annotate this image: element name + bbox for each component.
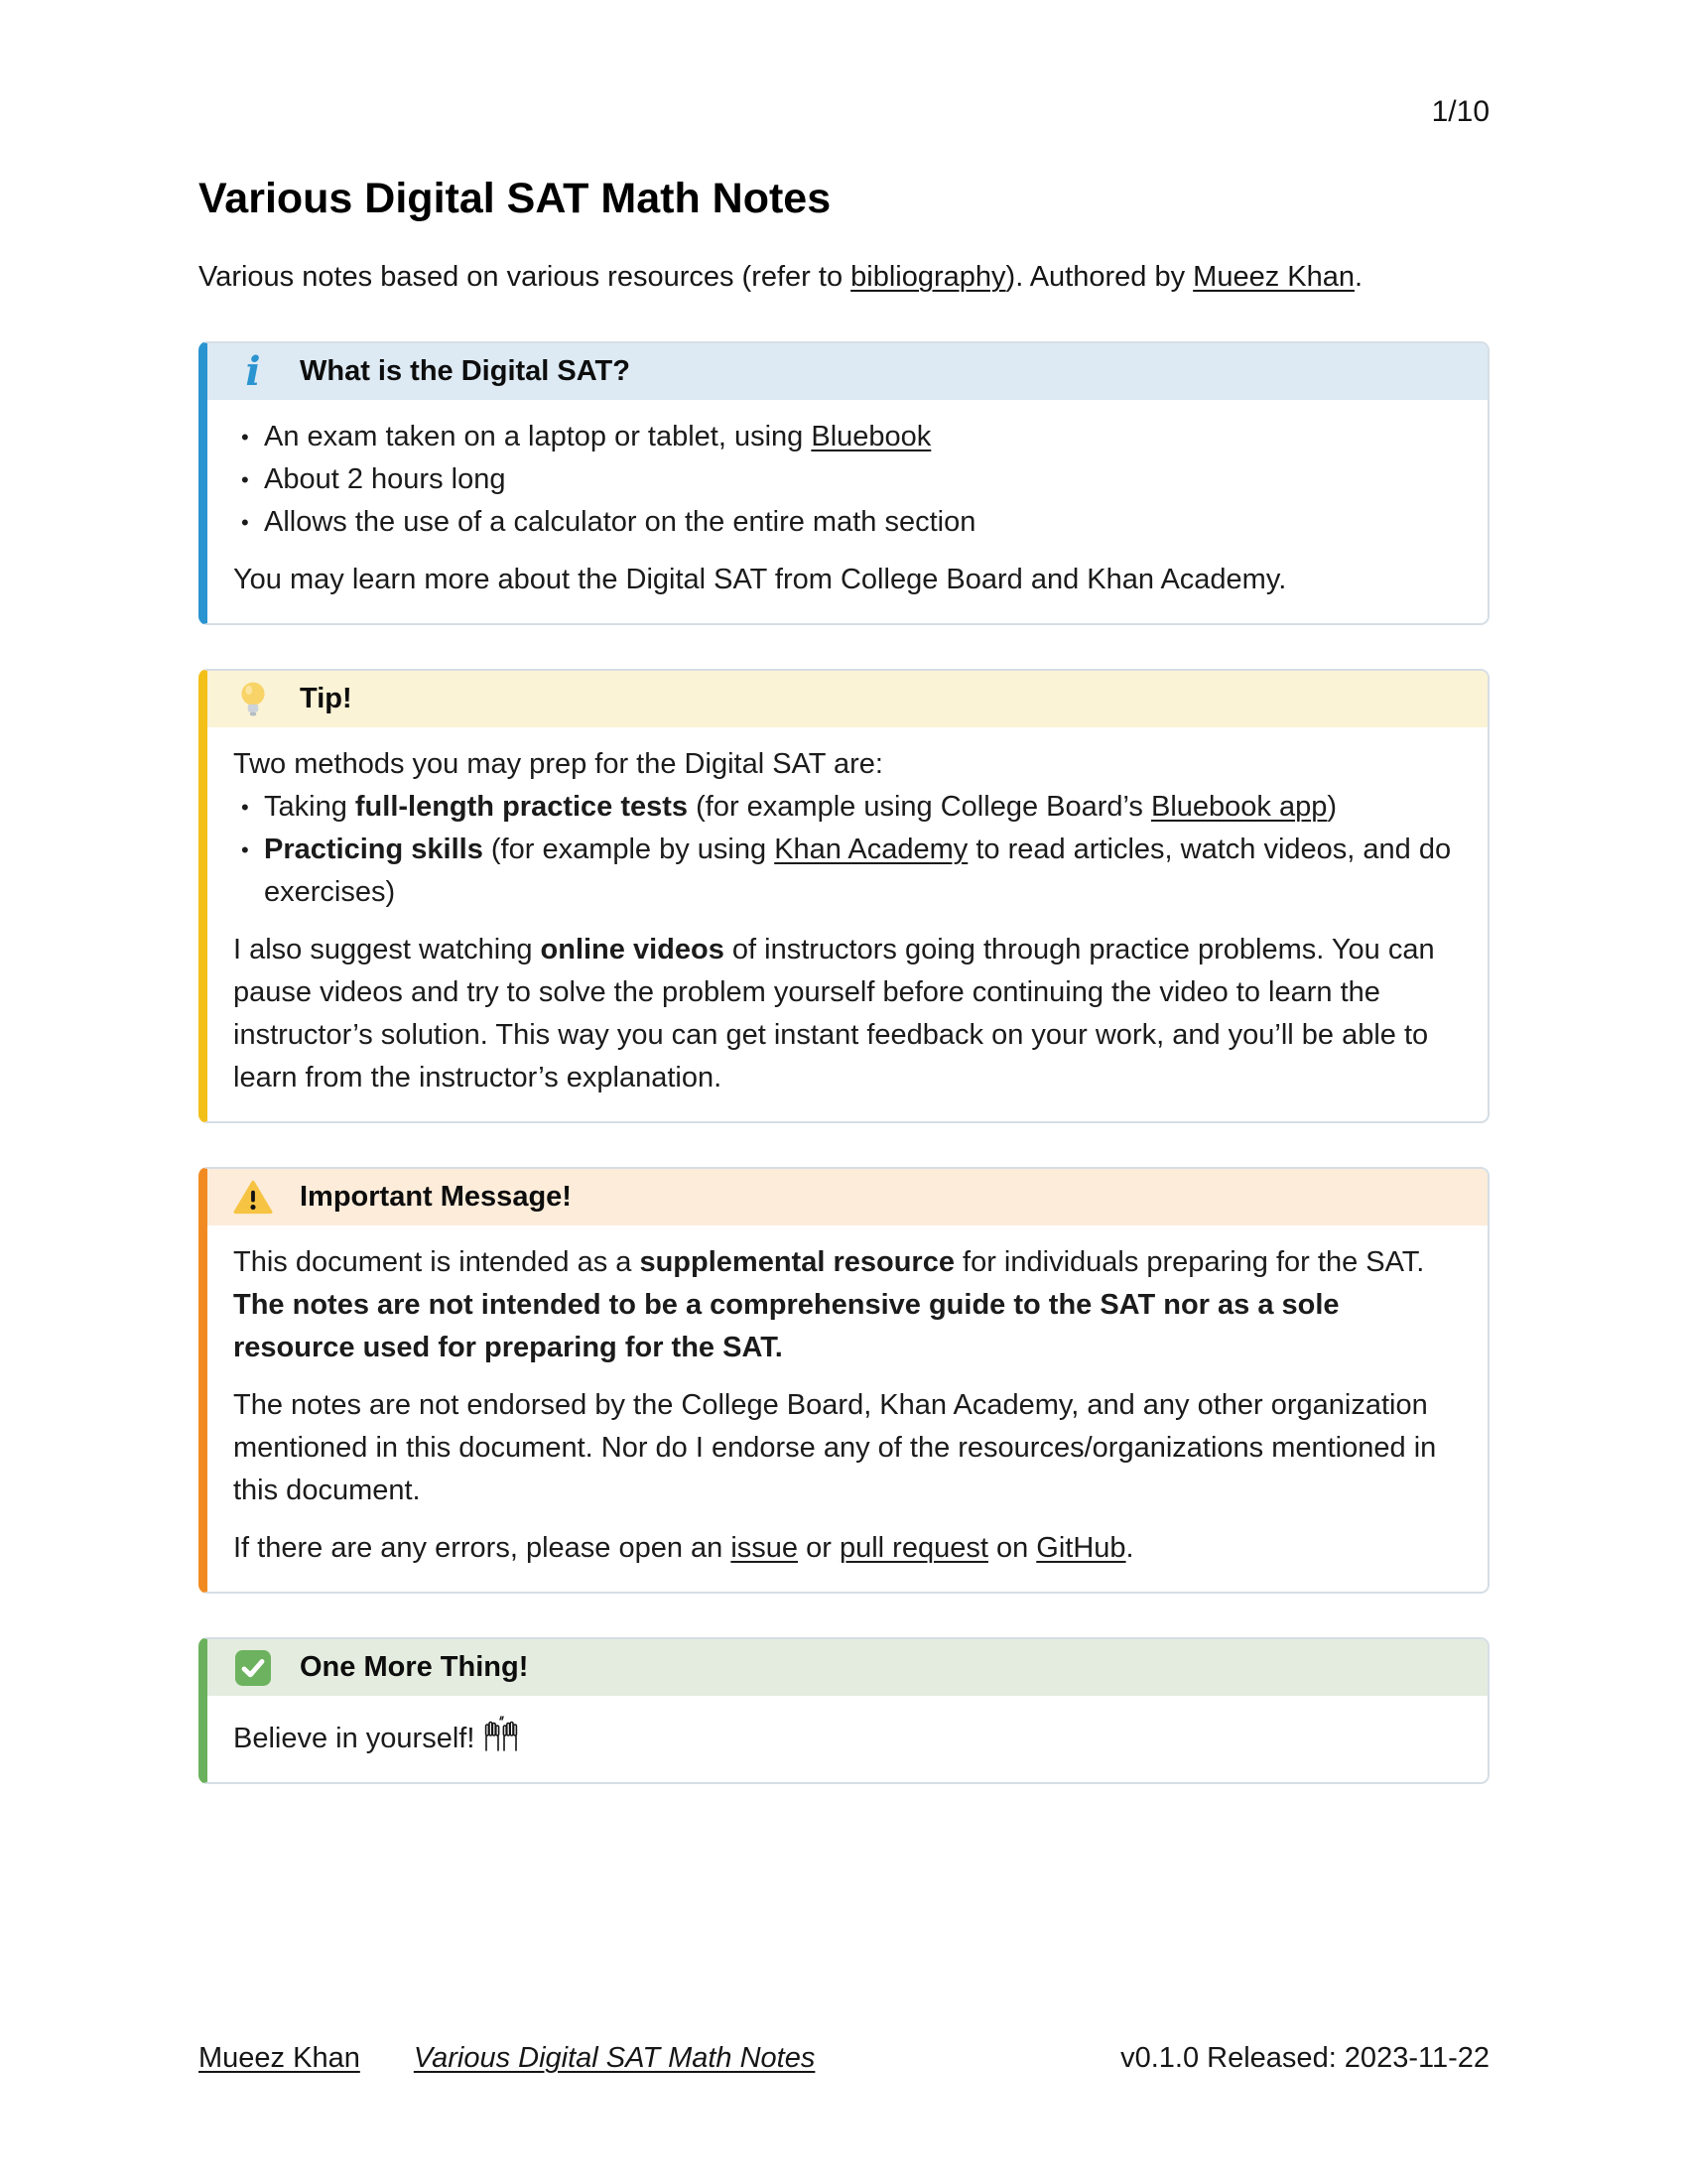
list-item [233,416,1462,458]
callout-body [207,1225,1488,1592]
text-segment: to read articles, watch videos, and do exercises) [264,834,1452,908]
text-segment: You may learn more about the Digital SAT from College Board and Khan Academy. [233,564,1287,595]
text-segment: An exam taken on a laptop or tablet, using [264,421,812,452]
paragraph [233,1241,1462,1369]
callout-success [198,1637,1490,1784]
text-segment: Practicing skills [264,834,483,865]
author-link[interactable]: Mueez Khan [1193,261,1355,293]
list-item [233,786,1462,829]
text-segment: About 2 hours long [264,463,506,495]
info-icon: i [245,347,261,395]
text-segment: on [987,1532,1037,1564]
list-item [233,501,1462,544]
text-segment: . [1125,1532,1134,1564]
callout-body [207,1696,1488,1782]
callout-header [207,1639,1488,1696]
text-segment: The notes are not endorsed by the College Board, Khan Academy, and any other organization mentioned in this document. Nor do I endorse any of the resources/organizations mentioned in this document. [233,1389,1437,1506]
paragraph [233,929,1462,1099]
callout-title: Tip! [300,683,352,714]
paragraph [233,1712,1462,1760]
warning-icon [232,1180,274,1216]
callout-header [207,343,1488,400]
text-segment: ). Authored by [1005,261,1194,293]
bibliography-link[interactable]: bibliography [850,261,1006,293]
callout-tip [198,669,1490,1123]
footer-doc-link[interactable]: Various Digital SAT Math Notes [413,2042,816,2074]
text-segment: This document is intended as a [233,1246,640,1278]
list-item [233,458,1462,501]
page-number: 1/10 [1431,95,1490,128]
callout-body [207,400,1488,623]
text-segment: . [1354,261,1363,293]
raised-hands-icon [480,1716,522,1751]
bullet-list [233,786,1462,914]
khan-academy-link[interactable]: Khan Academy [774,834,969,865]
paragraph [233,1384,1462,1512]
callout-title: What is the Digital SAT? [300,355,630,387]
callout-title: One More Thing! [300,1651,529,1683]
text-segment: Two methods you may prep for the Digital SAT are: [233,748,883,780]
callout-header [207,1169,1488,1225]
text-segment: or [798,1532,840,1564]
callout-header [207,671,1488,727]
text-segment: supplemental resource [639,1246,955,1278]
text-segment: ) [1327,791,1338,823]
bluebook-link[interactable]: Bluebook [811,421,932,452]
bluebook-app-link[interactable]: Bluebook app [1151,791,1328,823]
check-icon [232,1650,274,1686]
intro-paragraph [198,256,1490,298]
footer [198,2040,1490,2076]
callout-warning [198,1167,1490,1594]
issue-link[interactable]: issue [730,1532,799,1564]
paragraph [233,559,1462,601]
paragraph [233,1527,1462,1570]
text-segment: I also suggest watching [233,934,541,965]
text-segment: Allows the use of a calculator on the entire math section [264,506,976,538]
text-segment: (for example using College Board’s [688,791,1151,823]
list-item [233,829,1462,914]
text-segment: for individuals preparing for the SAT. [954,1246,1425,1278]
paragraph [233,743,1462,786]
text-segment: of instructors going through practice problems. You can pause videos and try to solve the problem yourself before continuing the video to learn the instructor’s solution. This way you can get instant feedback on your work, and you’ll be able to learn from the instructor’s explanation. [233,934,1435,1093]
callout-title: Important Message! [300,1181,572,1213]
text-segment: Believe in yourself! [233,1723,475,1754]
bullet-list [233,416,1462,544]
github-link[interactable]: GitHub [1036,1532,1126,1564]
text-segment: If there are any errors, please open an [233,1532,731,1564]
text-segment: The notes are not intended to be a comprehensive guide to the SAT nor as a sole resource used for preparing for the SAT. [233,1289,1340,1363]
lightbulb-icon [232,680,274,719]
callout-info [198,341,1490,625]
text-segment: online videos [540,934,724,965]
text-segment: Various notes based on various resources (refer to [198,261,851,293]
document-title: Various Digital SAT Math Notes [198,175,832,222]
footer-version: v0.1.0 Released: 2023-11-22 [1120,2042,1490,2074]
text-segment: full-length practice tests [354,791,689,823]
text-segment: (for example by using [482,834,775,865]
footer-author-link[interactable]: Mueez Khan [198,2042,360,2074]
callout-body [207,727,1488,1121]
pull-request-link[interactable]: pull request [839,1532,988,1564]
footer-left [198,2040,815,2076]
text-segment: Taking [264,791,355,823]
